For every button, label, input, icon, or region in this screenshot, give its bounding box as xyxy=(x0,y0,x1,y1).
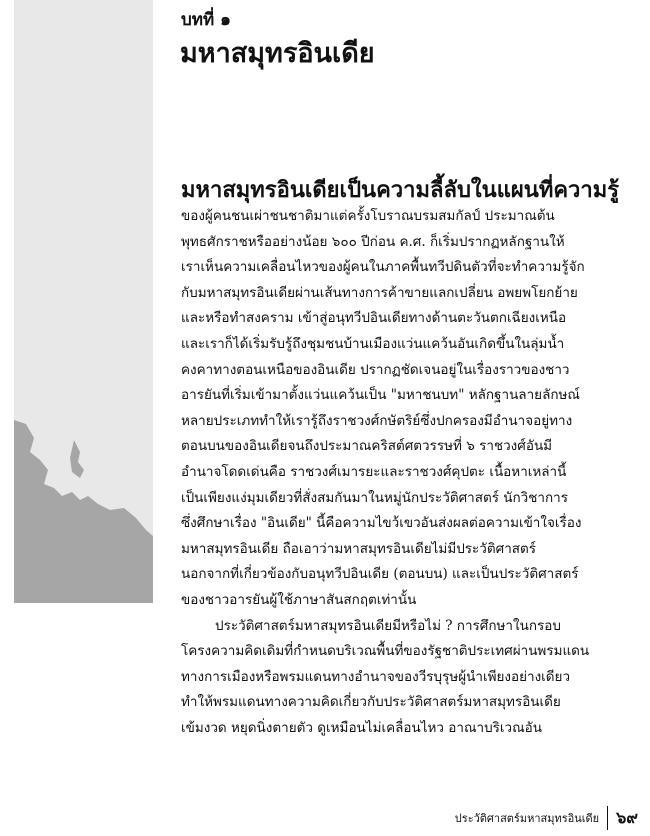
paragraph-line: เราเห็นความเคลื่อนไหวของผู้คนในภาคพื้นทวีปดินตัวที่จะทำความรู้จัก xyxy=(181,259,585,276)
paragraph-line: มหาสมุทรอินเดีย ถือเอาว่ามหาสมุทรอินเดียไม่มีประวัติศาสตร์ xyxy=(181,540,537,557)
paragraph-line: กับมหาสมุทรอินเดียผ่านเส้นทางการค้าขายแลกเปลี่ยน อพยพโยกย้าย xyxy=(181,284,578,301)
paragraph-line: เข้มงวด หยุดนิ่งตายตัว ดูเหมือนไม่เคลื่อนไหว อาณาบริเวณอัน xyxy=(181,719,542,736)
paragraph-line: พุทธศักราชหรืออย่างน้อย ๖๐๐ ปีก่อน ค.ศ. ก็เริ่มปรากฏหลักฐานให้ xyxy=(181,233,565,250)
chapter-title: มหาสมุทรอินเดีย xyxy=(180,38,375,69)
paragraph-line: หลายประเภททำให้เรารู้ถึงราชวงศ์กษัตริย์ซึ่งปกครองมีอำนาจอยู่ทาง xyxy=(181,412,573,429)
paragraph-line: อำนาจโดดเด่นคือ ราชวงศ์เมารยะและราชวงศ์คุปตะ เนื้อหาเหล่านี้ xyxy=(181,463,567,480)
paragraph-line: ของชาวอารยันผู้ใช้ภาษาสันสกฤตเท่านั้น xyxy=(181,591,417,608)
lead-line: มหาสมุทรอินเดียเป็นความลี้ลับในแผนที่ความรู้ xyxy=(181,178,620,203)
decorative-side-panel xyxy=(14,0,153,603)
paragraph-line: ของผู้คนชนเผ่าชนชาติมาแต่ครั้งโบราณบรมสมกัลป์ ประมาณต้น xyxy=(181,208,555,224)
map-illustration xyxy=(14,0,153,603)
paragraph-line: ซึ่งศึกษาเรื่อง "อินเดีย" นี้คือความไขว้เขวอันส่งผลต่อความเข้าใจเรื่อง xyxy=(181,515,582,532)
page-footer xyxy=(455,806,638,830)
paragraph-line: ประวัติศาสตร์มหาสมุทรอินเดียมีหรือไม่ ? การศึกษาในกรอบ xyxy=(215,617,561,634)
paragraph-line: และเราก็ได้เริ่มรับรู้ถึงชุมชนบ้านเมืองแว่นแคว้นอันเกิดขึ้นในลุ่มน้ำ xyxy=(181,335,565,352)
running-title: ประวัติศาสตร์มหาสมุทรอินเดีย xyxy=(454,812,600,825)
footer-divider xyxy=(607,806,608,830)
paragraph-line: เป็นเพียงแง่มุมเดียวที่สั่งสมกันมาในหมู่นักประวัติศาสตร์ นักวิชาการ xyxy=(181,489,569,506)
body-text xyxy=(181,204,611,741)
paragraph-line: และหรือทำสงคราม เข้าสู่อนุทวีปอินเดียทางด้านตะวันตกเฉียงเหนือ xyxy=(181,310,567,327)
paragraph-line: คงคาทางตอนเหนือของอินเดีย ปรากฏชัดเจนอยู่ในเรื่องราวของชาว xyxy=(181,361,570,378)
paragraph-line: อารยันที่เริ่มเข้ามาตั้งแว่นแคว้นเป็น "มหาชนบท" หลักฐานลายลักษณ์ xyxy=(181,387,580,404)
paragraph-line: ตอนบนของอินเดียจนถึงประมาณคริสต์ศตวรรษที่ ๖ ราชวงศ์อันมี xyxy=(181,438,553,455)
map-land-shape xyxy=(14,420,153,603)
paragraph-line: โครงความคิดเดิมที่กำหนดบริเวณพื้นที่ของรัฐชาติประเทศผ่านพรมแดน xyxy=(181,643,590,660)
chapter-label: บทที่ ๑ xyxy=(181,10,231,30)
paragraph-line: ทางการเมืองหรือพรมแดนทางอำนาจของวีรบุรุษผู้นำเพียงอย่างเดียว xyxy=(181,668,571,685)
paragraph-line: นอกจากที่เกี่ยวข้องกับอนุทวีปอินเดีย (ตอนบน) และเป็นประวัติศาสตร์ xyxy=(181,566,579,583)
page-number: ๖๙ xyxy=(616,807,638,827)
paragraph-line: ทำให้พรมแดนทางความคิดเกี่ยวกับประวัติศาสตร์มหาสมุทรอินเดีย xyxy=(181,694,561,711)
